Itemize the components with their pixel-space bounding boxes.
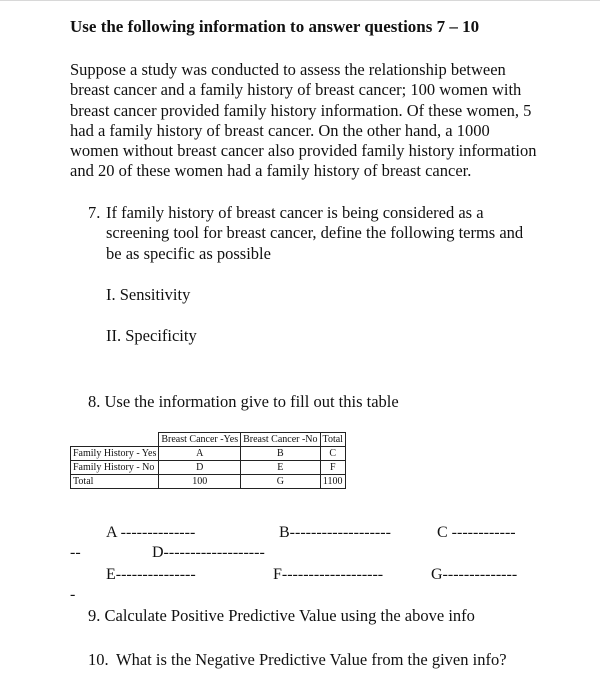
- table-cell: E: [241, 461, 320, 475]
- answer-blank-g: G--------------: [431, 566, 518, 583]
- table-cell: C: [320, 447, 345, 461]
- answer-blank-b: B-------------------: [279, 524, 391, 541]
- term-specificity: II. Specificity: [106, 326, 197, 345]
- question-10: [88, 650, 518, 670]
- table-cell: B: [241, 447, 320, 461]
- table-row: [71, 447, 346, 461]
- table-cell: D: [159, 461, 241, 475]
- question-10-number: 10.: [88, 650, 109, 669]
- scenario-paragraph: Suppose a study was conducted to assess the relationship between breast cancer and a family history of breast cancer; 100 women with breast cancer provided family history information. Of these women, 5 had a family history of breast cancer. On the other hand, a 1000 women without breast cancer also provided family history information and 20 of these women had a family history of breast cancer.: [70, 60, 537, 181]
- table-cell: A: [159, 447, 241, 461]
- question-7-text: If family history of breast cancer is being considered as a screening tool for breast cancer, define the following terms and be as specific as possible: [106, 203, 524, 263]
- table-row: [71, 475, 346, 489]
- question-8-text: 8. Use the information give to fill out this table: [88, 392, 399, 411]
- stray-dash: -: [70, 586, 76, 603]
- table-row: [71, 461, 346, 475]
- answer-blank-d: D-------------------: [152, 544, 265, 561]
- table-header-row: [71, 433, 346, 447]
- table-header-cell: Breast Cancer -Yes: [159, 433, 241, 447]
- table-header-cell: Total: [320, 433, 345, 447]
- question-9-text: 9. Calculate Positive Predictive Value using the above info: [88, 606, 475, 625]
- stray-dash: --: [70, 544, 81, 561]
- table-row-label: Family History - Yes: [71, 447, 159, 461]
- top-divider: [0, 0, 600, 1]
- answer-blank-c: C ------------: [437, 524, 516, 541]
- question-7: [88, 203, 538, 264]
- table-cell: G: [241, 475, 320, 489]
- question-7-number: 7.: [88, 203, 101, 222]
- table-cell: F: [320, 461, 345, 475]
- table-row-label: Total: [71, 475, 159, 489]
- table-corner-cell: [71, 433, 159, 447]
- question-10-text: What is the Negative Predictive Value from the given info?: [116, 650, 507, 669]
- table-cell: 100: [159, 475, 241, 489]
- answer-blank-f: F-------------------: [273, 566, 384, 583]
- contingency-table: [70, 432, 346, 489]
- table-cell: 1100: [320, 475, 345, 489]
- answer-blank-a: A --------------: [106, 524, 196, 541]
- term-sensitivity: I. Sensitivity: [106, 285, 191, 304]
- answer-blank-e: E---------------: [106, 566, 196, 583]
- table-row-label: Family History - No: [71, 461, 159, 475]
- instructions-heading: Use the following information to answer questions 7 – 10: [70, 17, 480, 36]
- table-header-cell: Breast Cancer -No: [241, 433, 320, 447]
